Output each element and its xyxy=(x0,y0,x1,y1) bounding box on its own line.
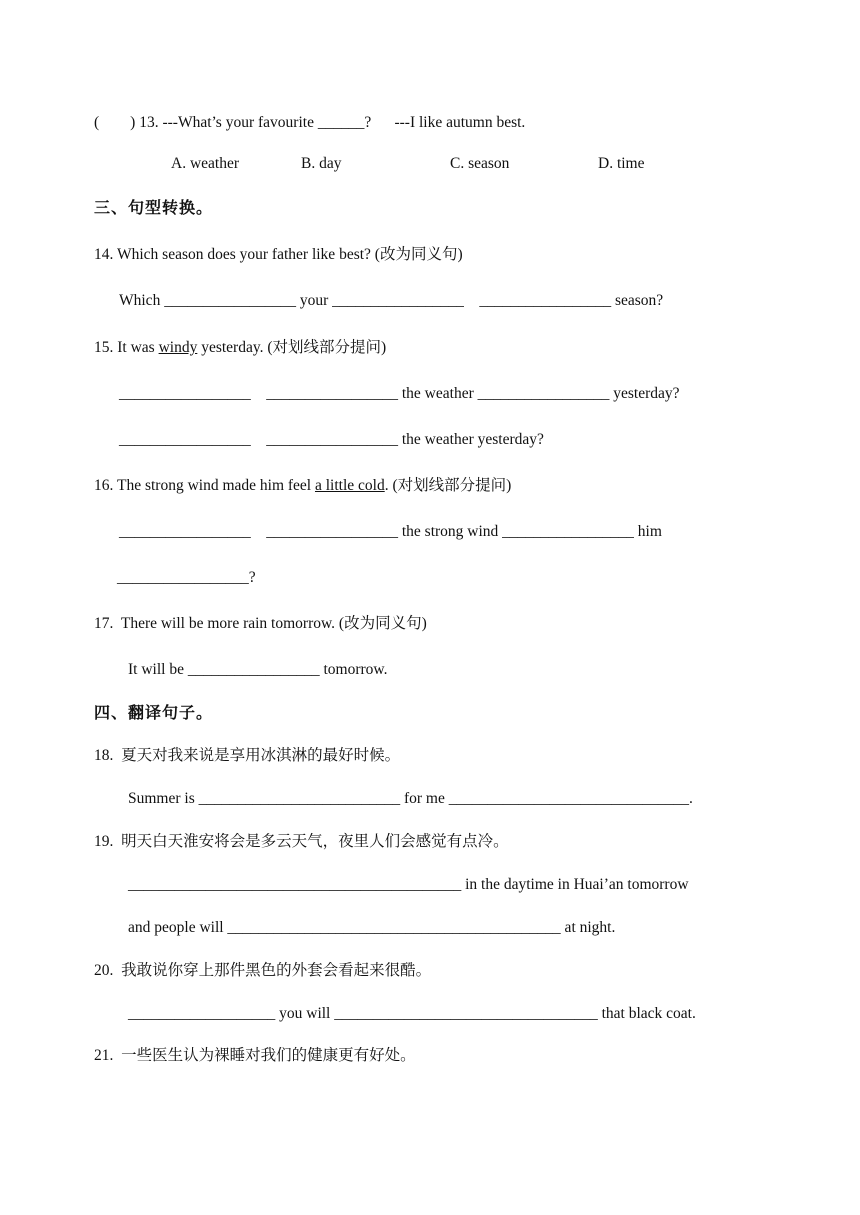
question-14-answer: Which _________________ your _________________ _________________ season? xyxy=(119,292,664,309)
question-16-answer-2: _________________? xyxy=(117,569,256,586)
section-4-title: 四、翻译句子。 xyxy=(94,705,214,722)
question-20-answer: ___________________ you will __________________________________ that black coat. xyxy=(128,1005,696,1022)
option-b: B. day xyxy=(301,155,342,172)
question-13-text: 13. ---What’s your favourite ______? ---I like autumn best. xyxy=(139,114,526,131)
answer-parentheses: ( ) xyxy=(94,114,136,131)
question-18-answer: Summer is __________________________ for me _______________________________. xyxy=(128,790,693,807)
question-14-prompt: 14. Which season does your father like best? (改为同义句) xyxy=(94,246,463,263)
question-15-prompt-end: yesterday. (对划线部分提问) xyxy=(197,339,387,356)
question-15-answer-2: _________________ _________________ the weather yesterday? xyxy=(119,431,544,448)
question-16-prompt-start: 16. The strong wind made him feel xyxy=(94,477,315,494)
question-18-prompt: 18. 夏天对我来说是享用冰淇淋的最好时候。 xyxy=(94,747,401,764)
question-20-prompt: 20. 我敢说你穿上那件黑色的外套会看起来很酷。 xyxy=(94,962,432,979)
question-15-prompt-start: 15. It was xyxy=(94,339,159,356)
question-16-prompt xyxy=(94,476,511,496)
question-16-answer-1: _________________ _________________ the strong wind _________________ him xyxy=(119,523,662,540)
section-3-title: 三、句型转换。 xyxy=(94,200,214,217)
underlined-word: windy xyxy=(158,339,198,356)
question-19-prompt: 19. 明天白天淮安将会是多云天气，夜里人们会感觉有点冷。 xyxy=(94,833,509,850)
option-d: D. time xyxy=(598,155,645,172)
option-a: A. weather xyxy=(171,155,239,172)
underlined-phrase: a little cold xyxy=(314,477,385,494)
question-15-prompt xyxy=(94,338,386,358)
option-c: C. season xyxy=(450,155,510,172)
question-16-prompt-end: . (对划线部分提问) xyxy=(384,477,512,494)
question-21-prompt: 21. 一些医生认为裸睡对我们的健康更有好处。 xyxy=(94,1047,416,1064)
question-17-prompt: 17. There will be more rain tomorrow. (改为同义句) xyxy=(94,615,427,632)
question-17-answer: It will be _________________ tomorrow. xyxy=(128,661,388,678)
question-13 xyxy=(94,113,525,133)
question-19-answer-1: ___________________________________________ in the daytime in Huai’an tomorrow xyxy=(128,876,689,893)
question-19-answer-2: and people will ___________________________________________ at night. xyxy=(128,919,616,936)
question-15-answer-1: _________________ _________________ the weather _________________ yesterday? xyxy=(119,385,680,402)
